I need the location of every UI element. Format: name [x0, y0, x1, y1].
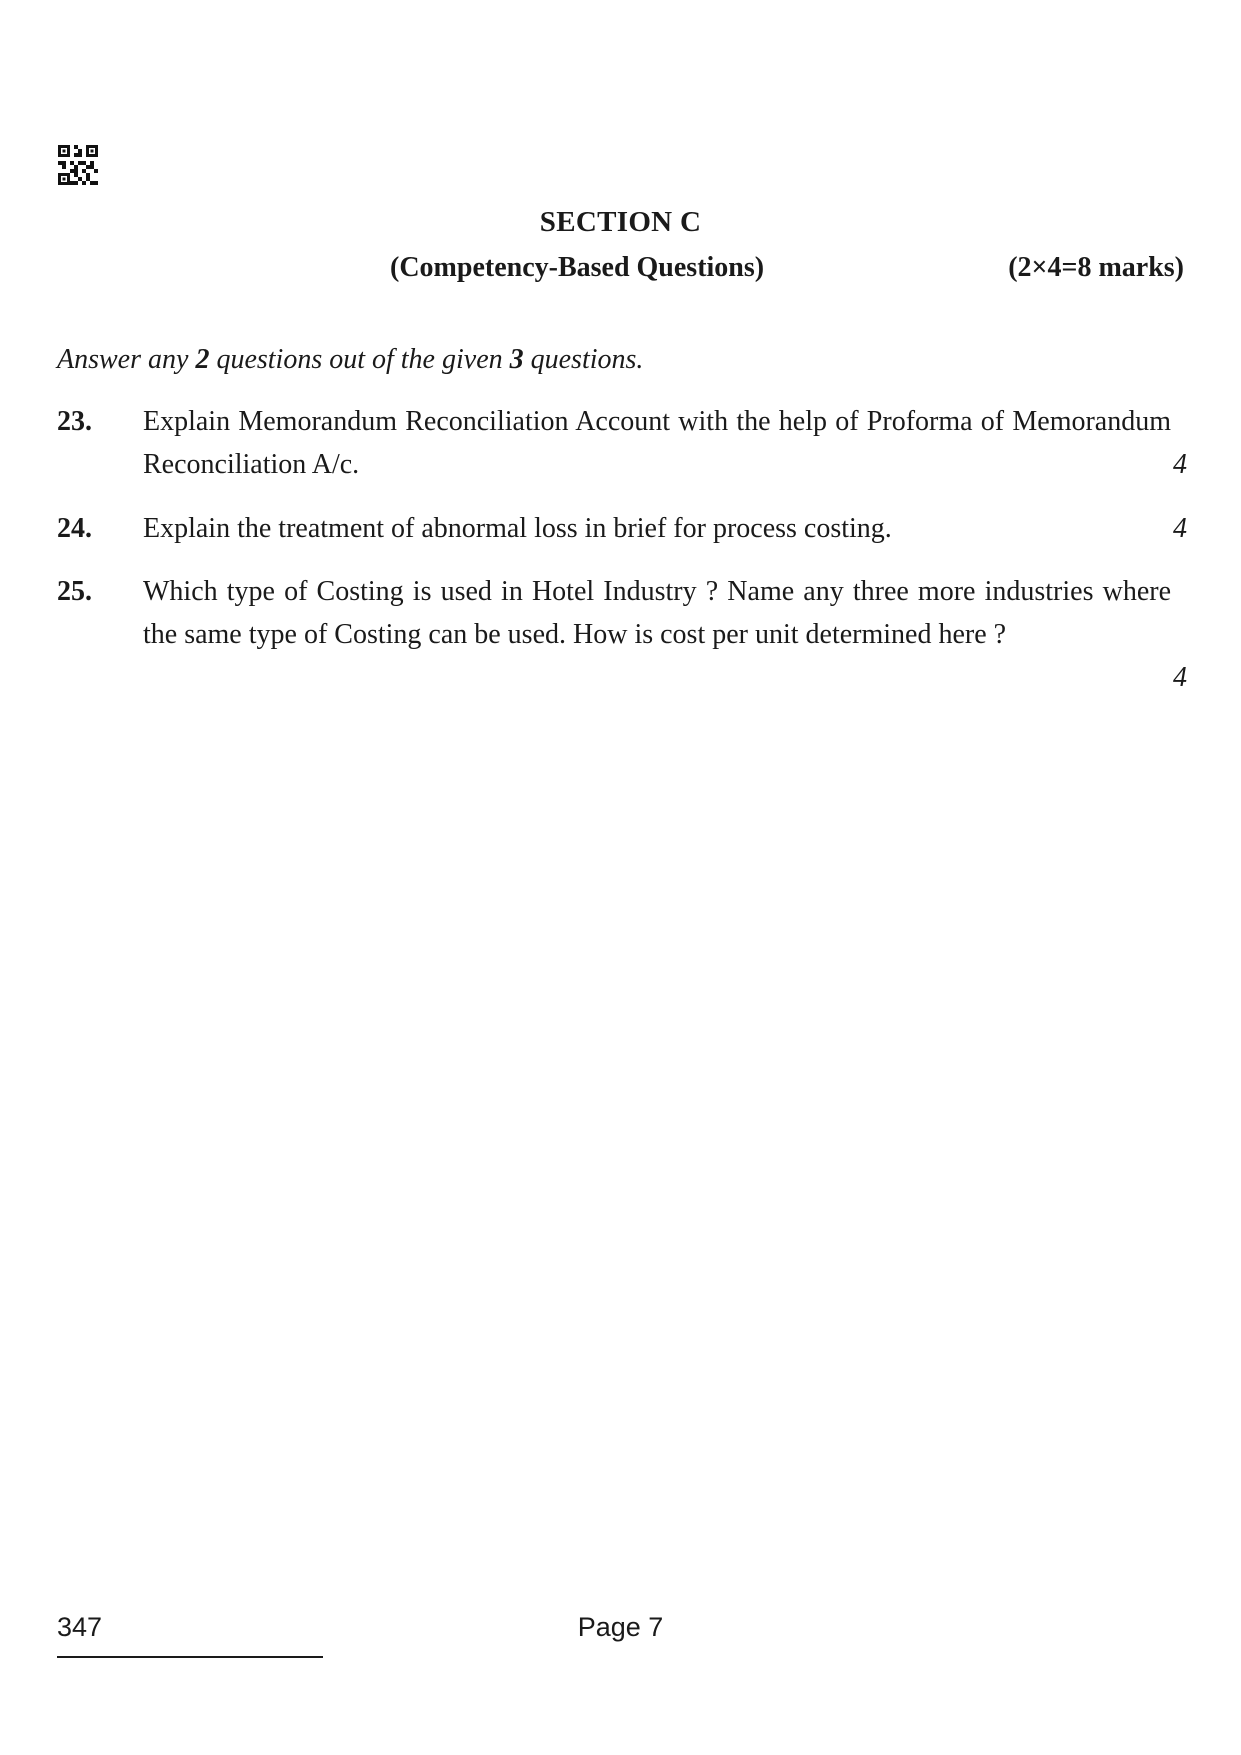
question-24: [57, 507, 1187, 550]
question-text: Explain Memorandum Reconciliation Account with the help of Proforma of Memorandum Reconciliation A/c.: [143, 406, 1171, 480]
instruction-num-2: 3: [509, 344, 524, 375]
question-marks: 4: [1173, 449, 1187, 480]
question-text: Explain the treatment of abnormal loss in brief for process costing.: [143, 513, 892, 544]
instruction-text-1: Answer any: [57, 344, 196, 375]
instruction: [57, 344, 643, 376]
question-23: [57, 400, 1187, 486]
question-marks: 4: [1173, 662, 1187, 693]
section-marks: (2×4=8 marks): [1008, 252, 1184, 283]
question-25: [57, 570, 1187, 699]
qr-code-icon: [58, 145, 98, 185]
paper-code: 347: [57, 1612, 103, 1642]
section-title: SECTION C: [539, 206, 702, 238]
question-number: 25.: [57, 576, 92, 607]
question-marks: 4: [1173, 513, 1187, 544]
instruction-text-2: questions out of the given: [209, 344, 510, 375]
footer-divider: [57, 1656, 323, 1658]
section-subtitle: (Competency-Based Questions): [390, 252, 765, 283]
question-number: 23.: [57, 406, 92, 437]
question-number: 24.: [57, 513, 92, 544]
question-text: Which type of Costing is used in Hotel Industry ? Name any three more industries where the same type of Costing can be used. How is cost per unit determined here ?: [143, 576, 1171, 650]
instruction-num-1: 2: [195, 344, 210, 375]
instruction-text-3: questions.: [523, 344, 644, 375]
page-number: Page 7: [577, 1612, 664, 1642]
